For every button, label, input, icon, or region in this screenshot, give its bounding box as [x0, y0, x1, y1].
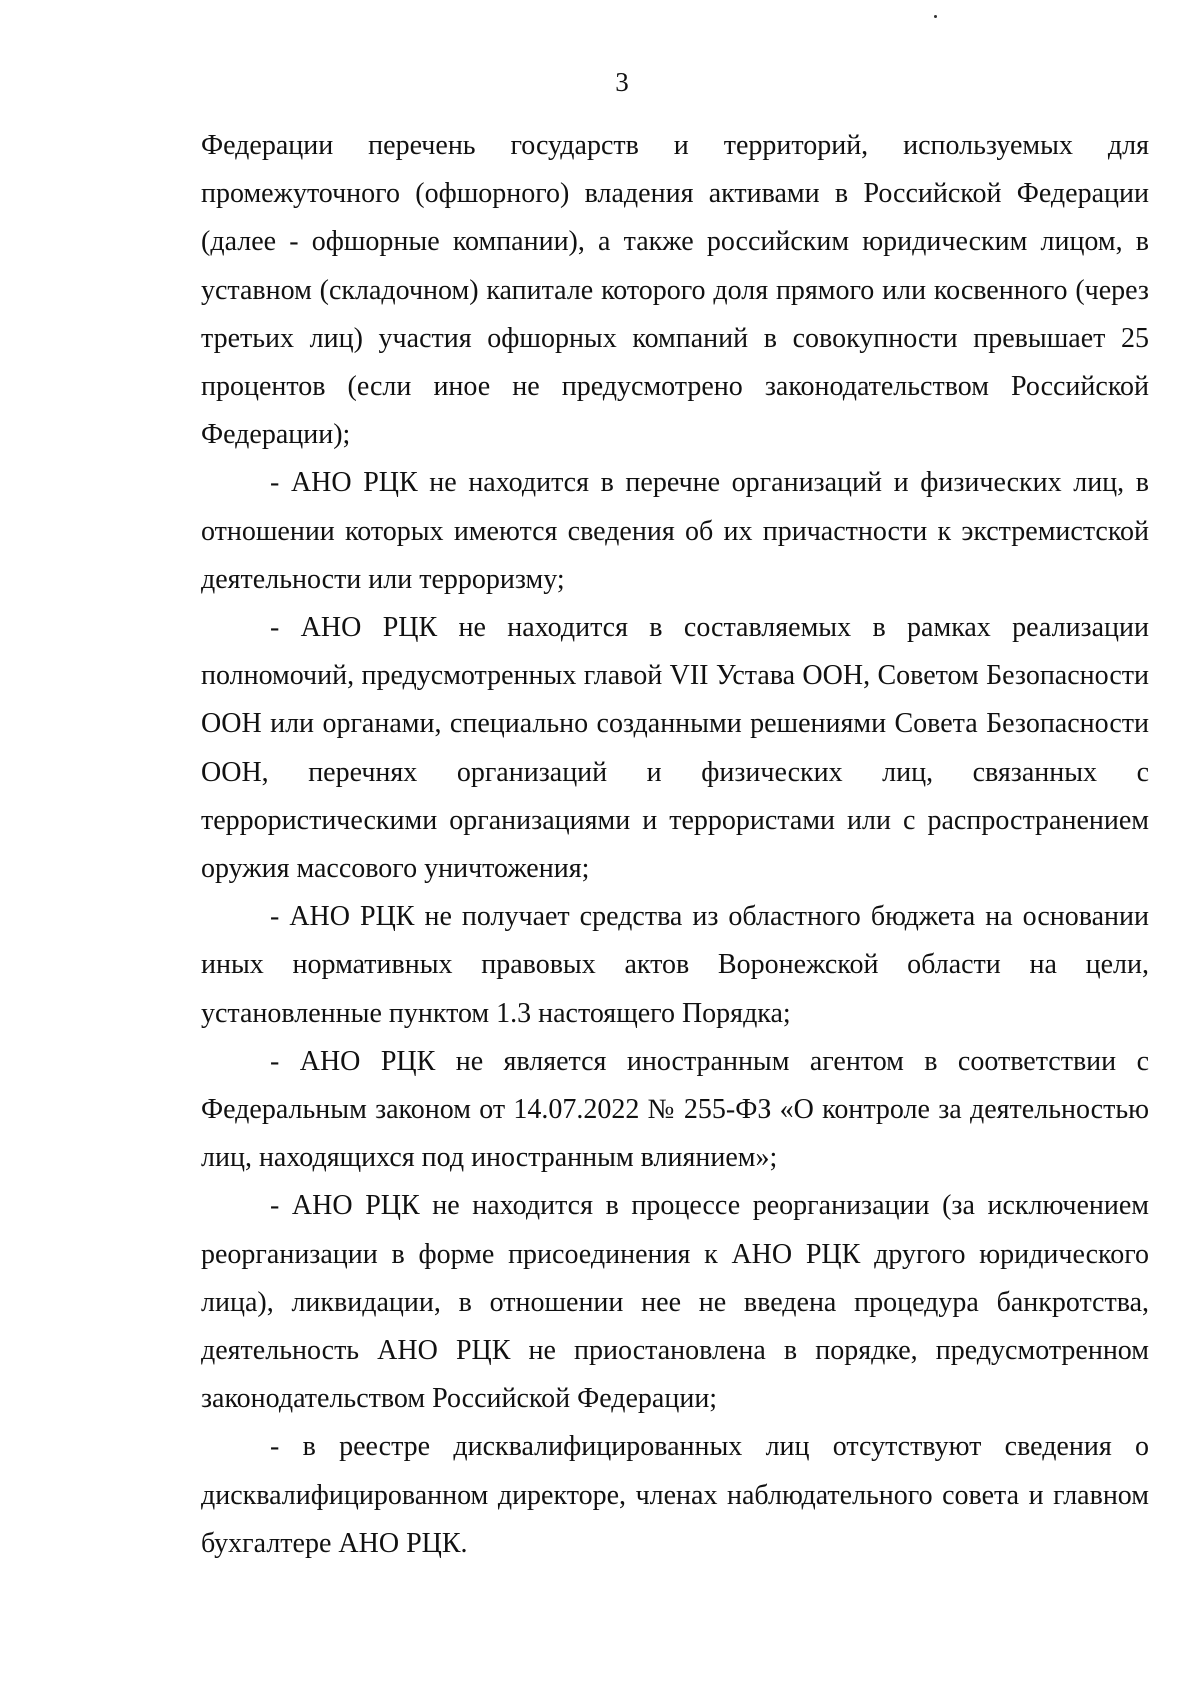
- paragraph-reorganization: - АНО РЦК не находится в процессе реорганизации (за исключением реорганизации в форме присоединения к АНО РЦК другого юридического лица), ликвидации, в отношении нее не введена процедура банкротства, деятельность АНО РЦК не приостановлена в порядке, предусмотренном законодательством Российской Федерации;: [201, 1190, 1149, 1415]
- document-body: [201, 122, 1149, 1568]
- page-number: 3: [615, 67, 629, 97]
- scan-speck: [934, 15, 937, 18]
- paragraph-un-sanctions-list: - АНО РЦК не находится в составляемых в рамках реализации полномочий, предусмотренных главой VII Устава ООН, Советом Безопасности ООН или органами, специально созданными решениями Совета Безопасности ООН, перечнях организаций и физических лиц, связанных с террористическими организациями и террористами или с распространением оружия массового уничтожения;: [201, 612, 1149, 885]
- paragraph-disqualified-persons: - в реестре дисквалифицированных лиц отсутствуют сведения о дисквалифицированном директоре, членах наблюдательного совета и главном бухгалтере АНО РЦК.: [201, 1431, 1149, 1559]
- paragraph-extremism-list: - АНО РЦК не находится в перечне организаций и физических лиц, в отношении которых имеются сведения об их причастности к экстремистской деятельности или терроризму;: [201, 467, 1149, 595]
- paragraph-continuation: Федерации перечень государств и территорий, используемых для промежуточного (офшорного) владения активами в Российской Федерации (далее - офшорные компании), а также российским юридическим лицом, в уставном (складочном) капитале которого доля прямого или косвенного (через третьих лиц) участия офшорных компаний в совокупности превышает 25 процентов (если иное не предусмотрено законодательством Российской Федерации);: [201, 130, 1149, 451]
- paragraph-regional-budget: - АНО РЦК не получает средства из областного бюджета на основании иных нормативных правовых актов Воронежской области на цели, установленные пунктом 1.3 настоящего Порядка;: [201, 901, 1149, 1029]
- paragraph-foreign-agent: - АНО РЦК не является иностранным агентом в соответствии с Федеральным законом от 14.07.2022 № 255-ФЗ «О контроле за деятельностью лиц, находящихся под иностранным влиянием»;: [201, 1045, 1149, 1174]
